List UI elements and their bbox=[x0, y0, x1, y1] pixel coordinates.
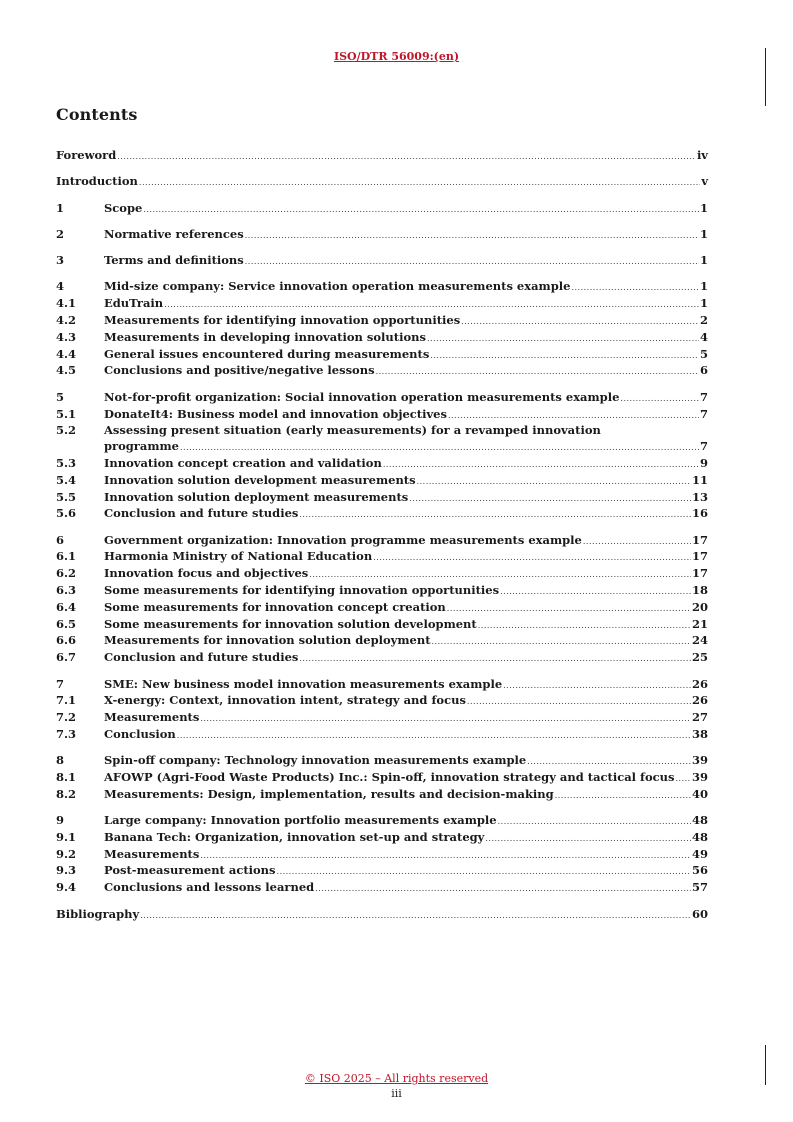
toc-entry[interactable] bbox=[56, 456, 708, 473]
toc-entry[interactable] bbox=[56, 617, 708, 634]
toc-entry[interactable] bbox=[56, 390, 708, 407]
toc-entry[interactable] bbox=[56, 253, 708, 270]
toc-entry-page: 18 bbox=[691, 583, 708, 598]
toc-entry-number: 7.1 bbox=[56, 693, 77, 708]
toc-entry-page: 20 bbox=[691, 599, 708, 614]
toc-entry-title: Measurements bbox=[104, 710, 200, 725]
toc-entry[interactable] bbox=[56, 753, 708, 770]
toc-entry-page: 57 bbox=[691, 880, 708, 895]
toc-entry-page: 39 bbox=[691, 770, 708, 784]
toc-entry[interactable] bbox=[56, 863, 708, 880]
toc-entry-page: 7 bbox=[699, 406, 708, 421]
toc-entry[interactable] bbox=[56, 296, 708, 313]
toc-entry[interactable] bbox=[56, 533, 708, 550]
toc-dot-leader bbox=[571, 280, 699, 296]
toc-entry-title: Bibliography bbox=[56, 906, 140, 921]
toc-entry[interactable] bbox=[56, 633, 708, 650]
toc-dot-leader bbox=[245, 228, 699, 244]
toc-entry[interactable] bbox=[56, 506, 708, 523]
toc-dot-leader bbox=[299, 651, 691, 667]
toc-entry-title: AFOWP (Agri-Food Waste Products) Inc.: Spin-off, innovation strategy and tactical focus bbox=[104, 770, 675, 784]
toc-entry-title: DonateIt4: Business model and innovation objectives bbox=[104, 406, 447, 421]
toc-dot-leader bbox=[309, 567, 691, 583]
toc-entry-page: 9 bbox=[699, 455, 708, 470]
toc-dot-leader bbox=[555, 788, 691, 804]
toc-entry-page: 24 bbox=[691, 633, 708, 648]
toc-entry[interactable] bbox=[56, 566, 708, 583]
toc-entry-number: 9.2 bbox=[56, 846, 77, 861]
toc-entry-number: 4 bbox=[56, 279, 65, 294]
toc-dot-leader bbox=[676, 771, 691, 787]
toc-entry-title: EduTrain bbox=[104, 296, 164, 311]
toc-entry-page: 17 bbox=[691, 566, 708, 581]
toc-entry-title: Terms and definitions bbox=[104, 253, 244, 268]
toc-entry[interactable] bbox=[56, 907, 708, 924]
toc-entry[interactable] bbox=[56, 710, 708, 727]
toc-entry[interactable] bbox=[56, 549, 708, 566]
toc-entry-page: 40 bbox=[691, 786, 708, 801]
toc-dot-leader bbox=[143, 202, 699, 218]
toc-entry[interactable] bbox=[56, 227, 708, 244]
toc-entry-page: 1 bbox=[699, 200, 708, 215]
toc-entry-number: 6.3 bbox=[56, 583, 77, 598]
toc-entry-number: 6 bbox=[56, 532, 65, 547]
toc-entry-page: 25 bbox=[691, 650, 708, 665]
toc-entry-title: Conclusion bbox=[104, 726, 176, 741]
toc-entry-title: Banana Tech: Organization, innovation set-up and strategy bbox=[104, 829, 485, 844]
toc-entry-number: 8.1 bbox=[56, 770, 77, 784]
toc-entry-page: 1 bbox=[699, 279, 708, 294]
toc-entry-title: Innovation concept creation and validation bbox=[104, 455, 382, 470]
toc-dot-leader bbox=[527, 754, 691, 770]
toc-entry-title: Conclusion and future studies bbox=[104, 506, 299, 521]
toc-dot-leader bbox=[180, 440, 699, 456]
toc-dot-leader bbox=[620, 391, 699, 407]
toc-entry[interactable] bbox=[56, 830, 708, 847]
toc-dot-leader bbox=[139, 175, 700, 191]
toc-entry-number: 6.1 bbox=[56, 549, 77, 564]
document-id-header: ISO/DTR 56009:(en) bbox=[333, 50, 460, 63]
toc-entry-page: 16 bbox=[691, 506, 708, 521]
toc-entry-title: Government organization: Innovation programme measurements example bbox=[104, 532, 582, 547]
toc-entry-number: 4.4 bbox=[56, 346, 77, 361]
toc-dot-leader bbox=[409, 491, 691, 507]
toc-entry-page: 4 bbox=[699, 329, 708, 344]
toc-entry-page: 1 bbox=[699, 296, 708, 311]
toc-entry-title: Some measurements for identifying innovation opportunities bbox=[104, 583, 500, 598]
toc-entry-title: Innovation solution deployment measurements bbox=[104, 489, 409, 504]
toc-entry-page: 38 bbox=[691, 726, 708, 741]
toc-entry-title: Conclusions and lessons learned bbox=[104, 880, 315, 895]
toc-entry-page: 26 bbox=[691, 693, 708, 708]
page-number: iii bbox=[391, 1087, 402, 1100]
toc-entry[interactable] bbox=[56, 473, 708, 490]
toc-dot-leader bbox=[467, 694, 691, 710]
toc-entry-number: 4.1 bbox=[56, 296, 77, 311]
toc-dot-leader bbox=[164, 297, 699, 313]
toc-entry-page: 21 bbox=[691, 616, 708, 631]
toc-entry-number: 3 bbox=[56, 253, 65, 268]
toc-entry-number: 4.5 bbox=[56, 363, 77, 378]
toc-entry-number: 5.4 bbox=[56, 472, 77, 487]
toc-entry-page: 6 bbox=[699, 363, 708, 378]
toc-dot-leader bbox=[315, 881, 691, 897]
toc-entry-title: Some measurements for innovation concept creation bbox=[104, 599, 446, 614]
toc-entry-title: X-energy: Context, innovation intent, strategy and focus bbox=[104, 693, 466, 708]
toc-dot-leader bbox=[373, 550, 691, 566]
toc-entry[interactable] bbox=[56, 148, 708, 165]
toc-entry-title: Some measurements for innovation solution development bbox=[104, 616, 477, 631]
toc-dot-leader bbox=[498, 814, 691, 830]
toc-dot-leader bbox=[503, 678, 691, 694]
toc-entry-page: 48 bbox=[691, 829, 708, 844]
toc-entry-title: Scope bbox=[104, 200, 143, 215]
toc-entry[interactable] bbox=[56, 600, 708, 617]
toc-entry[interactable] bbox=[56, 677, 708, 694]
toc-entry-title: Introduction bbox=[56, 174, 138, 189]
toc-dot-leader bbox=[430, 348, 699, 364]
toc-entry[interactable] bbox=[56, 174, 708, 191]
toc-dot-leader bbox=[383, 457, 699, 473]
toc-entry[interactable] bbox=[56, 770, 708, 787]
toc-dot-leader bbox=[448, 408, 699, 424]
toc-entry[interactable] bbox=[56, 201, 708, 218]
toc-entry-number: 5 bbox=[56, 389, 65, 404]
toc-dot-leader bbox=[245, 254, 699, 270]
toc-entry[interactable] bbox=[56, 279, 708, 296]
toc-entry-page: iv bbox=[696, 148, 708, 162]
toc-dot-leader bbox=[485, 831, 691, 847]
toc-entry-number: 6.7 bbox=[56, 650, 77, 665]
toc-entry-number: 7.3 bbox=[56, 726, 77, 741]
table-of-contents bbox=[56, 148, 708, 923]
toc-dot-leader bbox=[117, 149, 696, 165]
toc-entry-title: Mid-size company: Service innovation operation measurements example bbox=[104, 279, 571, 294]
toc-entry-number: 8 bbox=[56, 753, 65, 768]
toc-entry-title: Assessing present situation (early measurements) for a revamped innovation bbox=[104, 423, 601, 438]
toc-entry[interactable] bbox=[56, 847, 708, 864]
toc-entry[interactable] bbox=[56, 787, 708, 804]
toc-entry-title-continued: programme bbox=[104, 439, 179, 454]
toc-entry-page: 7 bbox=[699, 439, 708, 454]
toc-entry-title: General issues encountered during measurements bbox=[104, 346, 430, 361]
toc-entry-page: 2 bbox=[699, 313, 708, 328]
toc-entry-title: Conclusions and positive/negative lessons bbox=[104, 363, 375, 378]
toc-entry-number: 6.6 bbox=[56, 633, 77, 648]
toc-dot-leader bbox=[427, 331, 699, 347]
toc-dot-leader bbox=[140, 908, 691, 924]
toc-entry-page: 1 bbox=[699, 226, 708, 241]
toc-dot-leader bbox=[447, 601, 691, 617]
toc-entry-title: Measurements bbox=[104, 846, 200, 861]
toc-entry-title: Measurements: Design, implementation, results and decision-making bbox=[104, 786, 554, 801]
toc-entry-title: Measurements for identifying innovation opportunities bbox=[104, 313, 461, 328]
toc-entry-number: 6.2 bbox=[56, 566, 77, 581]
change-bar-top bbox=[765, 48, 766, 106]
toc-dot-leader bbox=[478, 618, 691, 634]
toc-entry-page: v bbox=[701, 174, 708, 189]
toc-dot-leader bbox=[417, 474, 691, 490]
toc-entry-page: 13 bbox=[691, 489, 708, 504]
toc-entry-number: 7.2 bbox=[56, 710, 77, 725]
toc-dot-leader bbox=[500, 584, 691, 600]
toc-entry-page: 60 bbox=[691, 906, 708, 921]
toc-entry-title: Spin-off company: Technology innovation measurements example bbox=[104, 753, 527, 768]
toc-entry-title: Not-for-profit organization: Social innovation operation measurements example bbox=[104, 389, 620, 404]
toc-dot-leader bbox=[299, 507, 691, 523]
toc-dot-leader bbox=[432, 634, 691, 650]
toc-entry-title: Normative references bbox=[104, 226, 244, 241]
toc-entry-page: 5 bbox=[699, 346, 708, 361]
toc-entry[interactable] bbox=[56, 407, 708, 424]
toc-entry[interactable] bbox=[56, 650, 708, 667]
toc-dot-leader bbox=[583, 534, 691, 550]
toc-entry[interactable] bbox=[56, 347, 708, 364]
toc-entry[interactable] bbox=[56, 693, 708, 710]
toc-entry[interactable] bbox=[56, 490, 708, 507]
toc-entry-title: Measurements in developing innovation solutions bbox=[104, 329, 426, 344]
toc-entry[interactable] bbox=[56, 813, 708, 830]
toc-entry-title: Harmonia Ministry of National Education bbox=[104, 549, 373, 564]
toc-entry[interactable] bbox=[56, 330, 708, 347]
toc-entry-page: 26 bbox=[691, 676, 708, 691]
page-title: Contents bbox=[56, 105, 138, 124]
toc-entry-number: 5.6 bbox=[56, 506, 77, 521]
toc-entry-number: 9 bbox=[56, 813, 65, 828]
toc-entry-number: 4.2 bbox=[56, 313, 77, 328]
toc-entry-number: 5.3 bbox=[56, 455, 77, 470]
toc-entry-page: 56 bbox=[691, 863, 708, 878]
toc-entry-number: 6.5 bbox=[56, 616, 77, 631]
toc-entry[interactable] bbox=[56, 583, 708, 600]
toc-entry-number: 6.4 bbox=[56, 599, 77, 614]
toc-dot-leader bbox=[200, 711, 691, 727]
toc-entry-page: 11 bbox=[691, 472, 708, 487]
toc-entry-page: 49 bbox=[691, 846, 708, 861]
toc-entry-page: 27 bbox=[691, 710, 708, 725]
toc-entry-number: 9.1 bbox=[56, 829, 77, 844]
toc-entry-title: Measurements for innovation solution deployment bbox=[104, 633, 431, 648]
toc-entry-number: 9.3 bbox=[56, 863, 77, 878]
toc-dot-leader bbox=[461, 314, 699, 330]
toc-entry-number: 4.3 bbox=[56, 329, 77, 344]
toc-entry[interactable] bbox=[56, 880, 708, 897]
toc-entry-title: Large company: Innovation portfolio measurements example bbox=[104, 813, 497, 828]
toc-entry-page: 17 bbox=[691, 549, 708, 564]
toc-entry-page: 48 bbox=[691, 813, 708, 828]
toc-entry-number: 5.1 bbox=[56, 406, 77, 421]
toc-entry-title: Innovation solution development measurements bbox=[104, 472, 416, 487]
toc-entry-title: SME: New business model innovation measurements example bbox=[104, 676, 503, 691]
toc-entry-page: 7 bbox=[699, 389, 708, 404]
toc-entry-title: Innovation focus and objectives bbox=[104, 566, 309, 581]
toc-entry-number: 1 bbox=[56, 200, 65, 215]
toc-entry-page: 39 bbox=[691, 753, 708, 768]
toc-entry-title: Post-measurement actions bbox=[104, 863, 276, 878]
toc-entry-number: 5.5 bbox=[56, 489, 77, 504]
toc-entry-number: 7 bbox=[56, 676, 65, 691]
toc-entry-number: 5.2 bbox=[56, 423, 77, 438]
toc-entry-title: Conclusion and future studies bbox=[104, 650, 299, 665]
copyright-footer[interactable]: © ISO 2025 – All rights reserved bbox=[304, 1072, 489, 1085]
toc-dot-leader bbox=[200, 848, 691, 864]
toc-entry-number: 9.4 bbox=[56, 880, 77, 895]
toc-entry[interactable] bbox=[56, 423, 708, 456]
toc-entry[interactable] bbox=[56, 727, 708, 744]
toc-dot-leader bbox=[277, 864, 691, 880]
toc-dot-leader bbox=[177, 728, 691, 744]
toc-dot-leader bbox=[376, 364, 699, 380]
toc-entry-page: 1 bbox=[699, 253, 708, 268]
toc-entry[interactable] bbox=[56, 363, 708, 380]
toc-entry-page: 17 bbox=[691, 532, 708, 547]
toc-entry-title: Foreword bbox=[56, 148, 117, 162]
toc-entry[interactable] bbox=[56, 313, 708, 330]
toc-entry-number: 8.2 bbox=[56, 786, 77, 801]
toc-entry-number: 2 bbox=[56, 226, 65, 241]
